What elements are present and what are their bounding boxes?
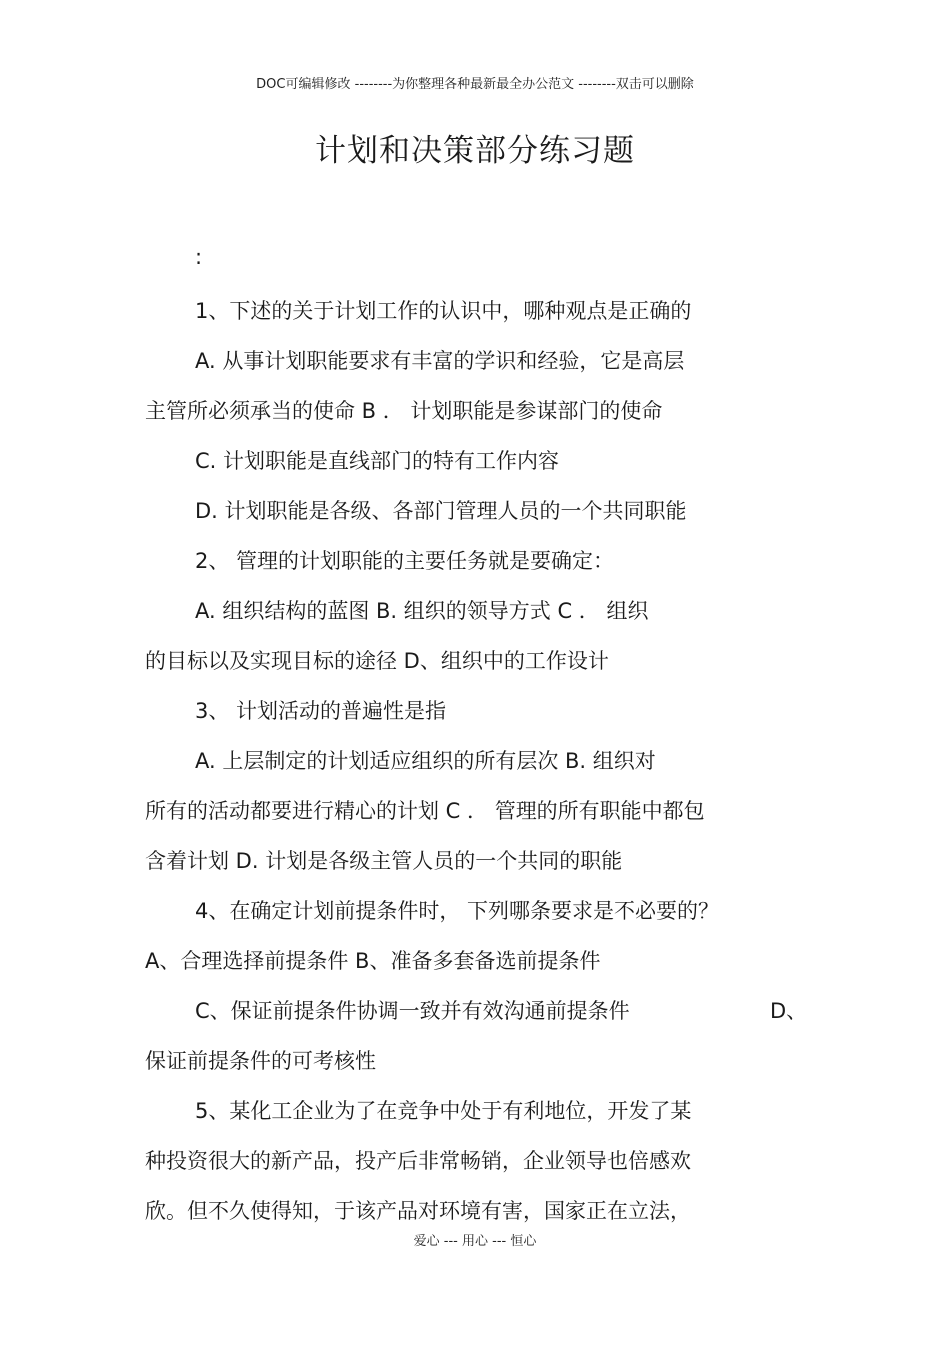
question-1: 1、下述的关于计划工作的认识中，哪种观点是正确的 — [195, 299, 692, 323]
option-line: D. 计划职能是各级、各部门管理人员的一个共同职能 — [195, 499, 687, 523]
question-4: 4、在确定计划前提条件时， 下列哪条要求是不必要的？ — [195, 899, 720, 923]
option-line: 保证前提条件的可考核性 — [145, 1049, 376, 1073]
question-3: 3、 计划活动的普遍性是指 — [195, 699, 447, 723]
body-line: : — [195, 245, 203, 269]
option-line: C、保证前提条件协调一致并有效沟通前提条件 — [195, 999, 630, 1023]
option-line: A、合理选择前提条件 B、准备多套备选前提条件 — [145, 949, 601, 973]
page-header: DOC可编辑修改 --------为你整理各种最新最全办公范文 --------双击可以删除 — [256, 77, 694, 92]
document-title: 计划和决策部分练习题 — [315, 133, 635, 169]
option-line: 的目标以及实现目标的途径 D、组织中的工作设计 — [145, 649, 609, 673]
option-line: D、 — [770, 999, 808, 1023]
option-line: 主管所必须承当的使命 B ． 计划职能是参谋部门的使命 — [145, 399, 663, 423]
question-5: 5、某化工企业为了在竞争中处于有利地位，开发了某 — [195, 1099, 692, 1123]
option-line: C. 计划职能是直线部门的特有工作内容 — [195, 449, 560, 473]
question-2: 2、 管理的计划职能的主要任务就是要确定： — [195, 549, 615, 573]
option-line: 含着计划 D. 计划是各级主管人员的一个共同的职能 — [145, 849, 623, 873]
body-line: 种投资很大的新产品，投产后非常畅销，企业领导也倍感欢 — [145, 1149, 691, 1173]
body-line: 欣。但不久使得知，于该产品对环境有害，国家正在立法， — [145, 1199, 691, 1223]
option-line: A. 从事计划职能要求有丰富的学识和经验，它是高层 — [195, 349, 685, 373]
page-footer: 爱心 --- 用心 --- 恒心 — [413, 1234, 537, 1249]
option-line: A. 上层制定的计划适应组织的所有层次 B. 组织对 — [195, 749, 656, 773]
option-line: 所有的活动都要进行精心的计划 C ． 管理的所有职能中都包 — [145, 799, 705, 823]
option-line: A. 组织结构的蓝图 B. 组织的领导方式 C ． 组织 — [195, 599, 649, 623]
